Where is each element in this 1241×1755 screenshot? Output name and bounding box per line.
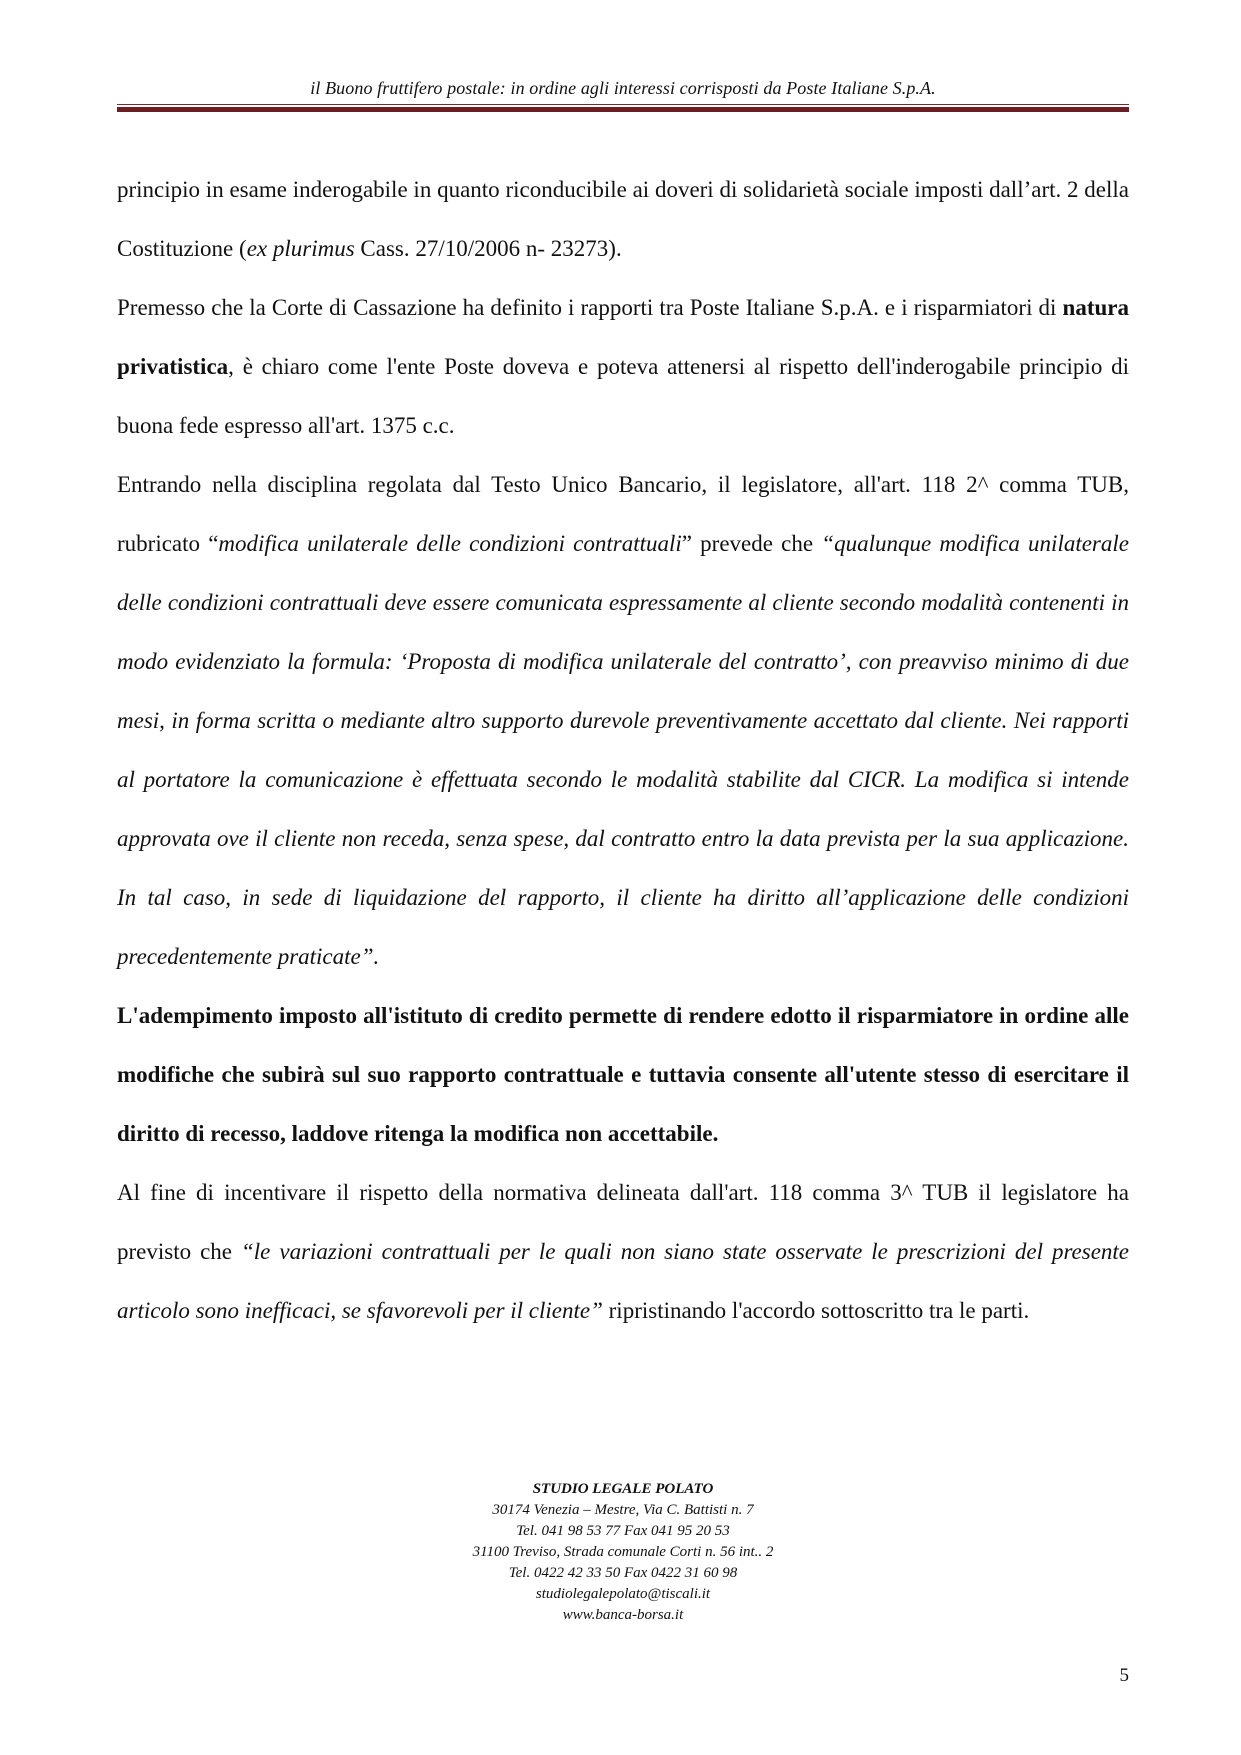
document-body <box>117 160 1129 1340</box>
footer-address-treviso: 31100 Treviso, Strada comunale Corti n. 56 int.. 2 <box>472 1544 774 1560</box>
paragraph-1-italic: ex plurimus <box>246 236 355 261</box>
paragraph-1-text-a: principio in esame inderogabile in quanto riconducibile ai doveri di solidarietà sociale imposti dall’art. 2 della Costituzione ( <box>117 177 1129 261</box>
paragraph-2 <box>117 278 1129 455</box>
footer-firm-name: STUDIO LEGALE POLATO <box>532 1481 714 1497</box>
paragraph-2-text-c: , è chiaro come l'ente Poste doveva e poteva attenersi al rispetto dell'inderogabile principio di buona fede espresso all'art. 1375 c.c. <box>117 354 1129 438</box>
paragraph-3-italic-quote: “qualunque modifica unilaterale delle condizioni contrattuali deve essere comunicata espressamente al cliente secondo modalità contenenti in modo evidenziato la formula: ‘Proposta di modifica unilaterale del contratto’, con preavviso minimo di due mesi, in forma scritta o mediante altro supporto durevole preventivamente accettato dal cliente. Nei rapporti al portatore la comunicazione è effettuata secondo le modalità stabilite dal CICR. La modifica si intende approvata ove il cliente non receda, senza spese, dal contratto entro la data prevista per la sua applicazione. In tal caso, in sede di liquidazione del rapporto, il cliente ha diritto all’applicazione delle condizioni precedentemente praticate”. <box>117 531 1129 969</box>
paragraph-3-text-a: Entrando nella disciplina regolata dal Testo Unico Bancario, il legislatore, all'art. 118 2^ comma TUB, rubricato “ <box>117 472 1129 556</box>
paragraph-1 <box>117 160 1129 278</box>
footer-website: www.banca-borsa.it <box>562 1607 684 1623</box>
header-rule-thin <box>117 104 1129 105</box>
footer-email: studiolegalepolato@tiscali.it <box>535 1586 711 1602</box>
running-header: il Buono fruttifero postale: in ordine agli interessi corrisposti da Poste Italiane S.p.A. <box>310 78 936 98</box>
paragraph-1-text-c: Cass. 27/10/2006 n- 23273). <box>354 236 622 261</box>
paragraph-5-italic-quote: “le variazioni contrattuali per le quali non siano state osservate le prescrizioni del presente articolo sono inefficaci, se sfavorevoli per il cliente” <box>117 1239 1130 1323</box>
footer <box>117 1479 1129 1626</box>
page-number: 5 <box>1119 1665 1129 1686</box>
footer-phone-treviso: Tel. 0422 42 33 50 Fax 0422 31 60 98 <box>508 1565 738 1581</box>
footer-phone-venezia: Tel. 041 98 53 77 Fax 041 95 20 53 <box>516 1523 730 1539</box>
paragraph-2-text-a: Premesso che la Corte di Cassazione ha definito i rapporti tra Poste Italiane S.p.A. e i risparmiatori di <box>117 295 1063 320</box>
paragraph-2-bold: natura privatistica <box>117 295 1129 379</box>
paragraph-3-text-c: ” prevede che <box>681 531 822 556</box>
paragraph-4: L'adempimento imposto all'istituto di credito permette di rendere edotto il risparmiatore in ordine alle modifiche che subirà sul suo rapporto contrattuale e tuttavia consente all'utente stesso di esercitare il diritto di recesso, laddove ritenga la modifica non accettabile. <box>117 1003 1129 1146</box>
header-rule-thick <box>117 107 1129 112</box>
paragraph-3-italic-title: modifica unilaterale delle condizioni contrattuali <box>218 531 682 556</box>
paragraph-5-text-a: Al fine di incentivare il rispetto della normativa delineata dall'art. 118 comma 3^ TUB il legislatore ha previsto che <box>117 1180 1129 1264</box>
footer-address-venezia: 30174 Venezia – Mestre, Via C. Battisti n. 7 <box>492 1502 754 1518</box>
paragraph-3 <box>117 455 1129 986</box>
paragraph-5-text-c: ripristinando l'accordo sottoscritto tra le parti. <box>602 1298 1030 1323</box>
paragraph-5 <box>117 1163 1129 1340</box>
